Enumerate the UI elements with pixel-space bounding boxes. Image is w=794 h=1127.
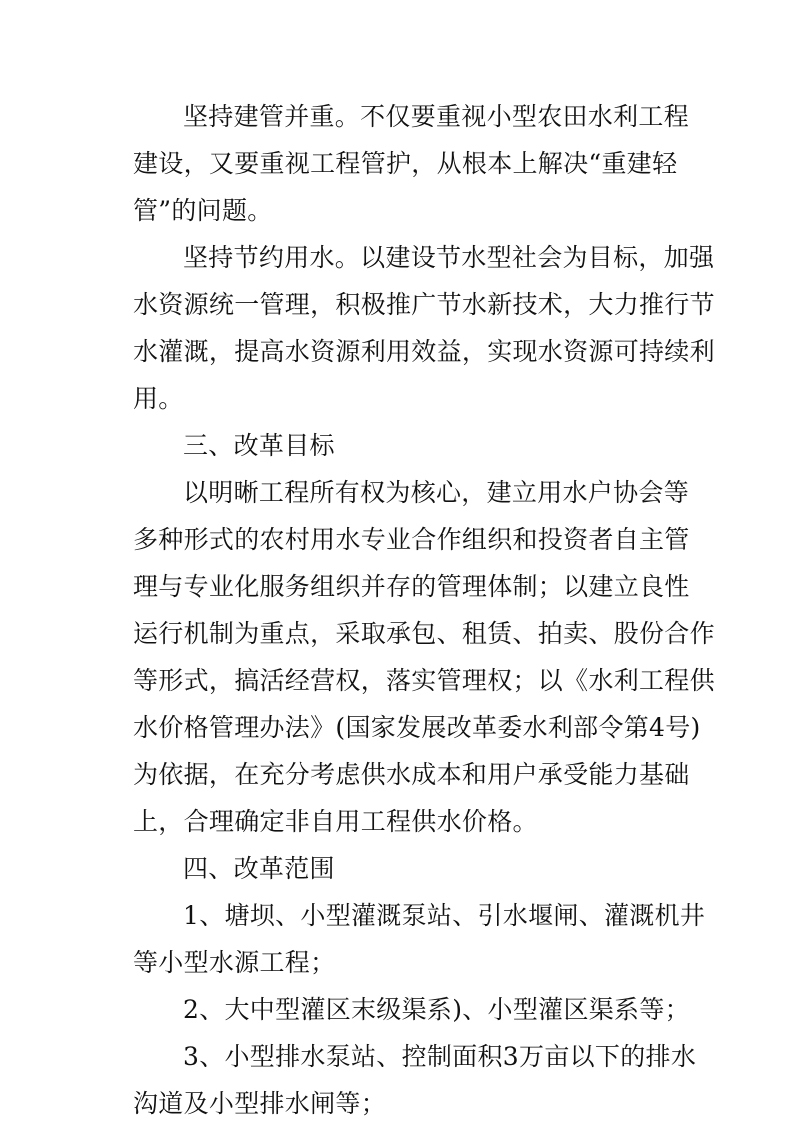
text-line: 坚持节约用水。以建设节水型社会为目标，加强 <box>183 243 715 272</box>
document-page <box>133 93 715 1127</box>
text-line: 水资源统一管理，积极推广节水新技术，大力推行节 <box>133 290 715 319</box>
text-line: 多种形式的农村用水专业合作组织和投资者自主管 <box>133 525 690 554</box>
paragraph-construction-management <box>133 93 690 234</box>
text-line: 等形式，搞活经营权，落实管理权；以《水利工程供 <box>133 666 715 695</box>
list-item-drainage-projects <box>133 1033 697 1127</box>
text-line: 运行机制为重点，采取承包、租赁、拍卖、股份合作 <box>133 619 715 648</box>
heading-line: 四、改革范围 <box>183 854 335 883</box>
paragraph-reform-goals <box>133 469 715 845</box>
text-line: 以明晰工程所有权为核心，建立用水户协会等 <box>183 478 690 507</box>
heading-line: 三、改革目标 <box>183 431 335 460</box>
text-line: 理与专业化服务组织并存的管理体制；以建立良性 <box>133 572 690 601</box>
text-line: 用。 <box>133 384 184 413</box>
text-line: 3、小型排水泵站、控制面积3万亩以下的排水 <box>183 1042 697 1071</box>
text-line: 为依据，在充分考虑供水成本和用户承受能力基础 <box>133 760 690 789</box>
paragraph-water-saving <box>133 234 715 422</box>
text-line: 上，合理确定非自用工程供水价格。 <box>133 807 538 836</box>
list-item-irrigation-canals <box>133 986 690 1033</box>
text-line: 2、大中型灌区末级渠系)、小型灌区渠系等； <box>183 995 690 1024</box>
section-heading-reform-scope <box>133 845 663 892</box>
text-line: 管”的问题。 <box>133 196 273 225</box>
section-heading-reform-goals <box>133 422 663 469</box>
text-line: 水灌溉，提高水资源利用效益，实现水资源可持续利 <box>133 337 715 366</box>
text-line: 1、塘坝、小型灌溉泵站、引水堰闸、灌溉机井 <box>183 901 706 930</box>
text-line: 水价格管理办法》(国家发展改革委水利部令第4号) <box>133 713 701 742</box>
text-line: 坚持建管并重。不仅要重视小型农田水利工程 <box>183 102 690 131</box>
list-item-water-source-projects <box>133 892 706 986</box>
text-line: 等小型水源工程； <box>133 948 336 977</box>
text-line: 建设，又要重视工程管护，从根本上解决“重建轻 <box>133 149 678 178</box>
text-line: 沟道及小型排水闸等； <box>133 1089 387 1118</box>
